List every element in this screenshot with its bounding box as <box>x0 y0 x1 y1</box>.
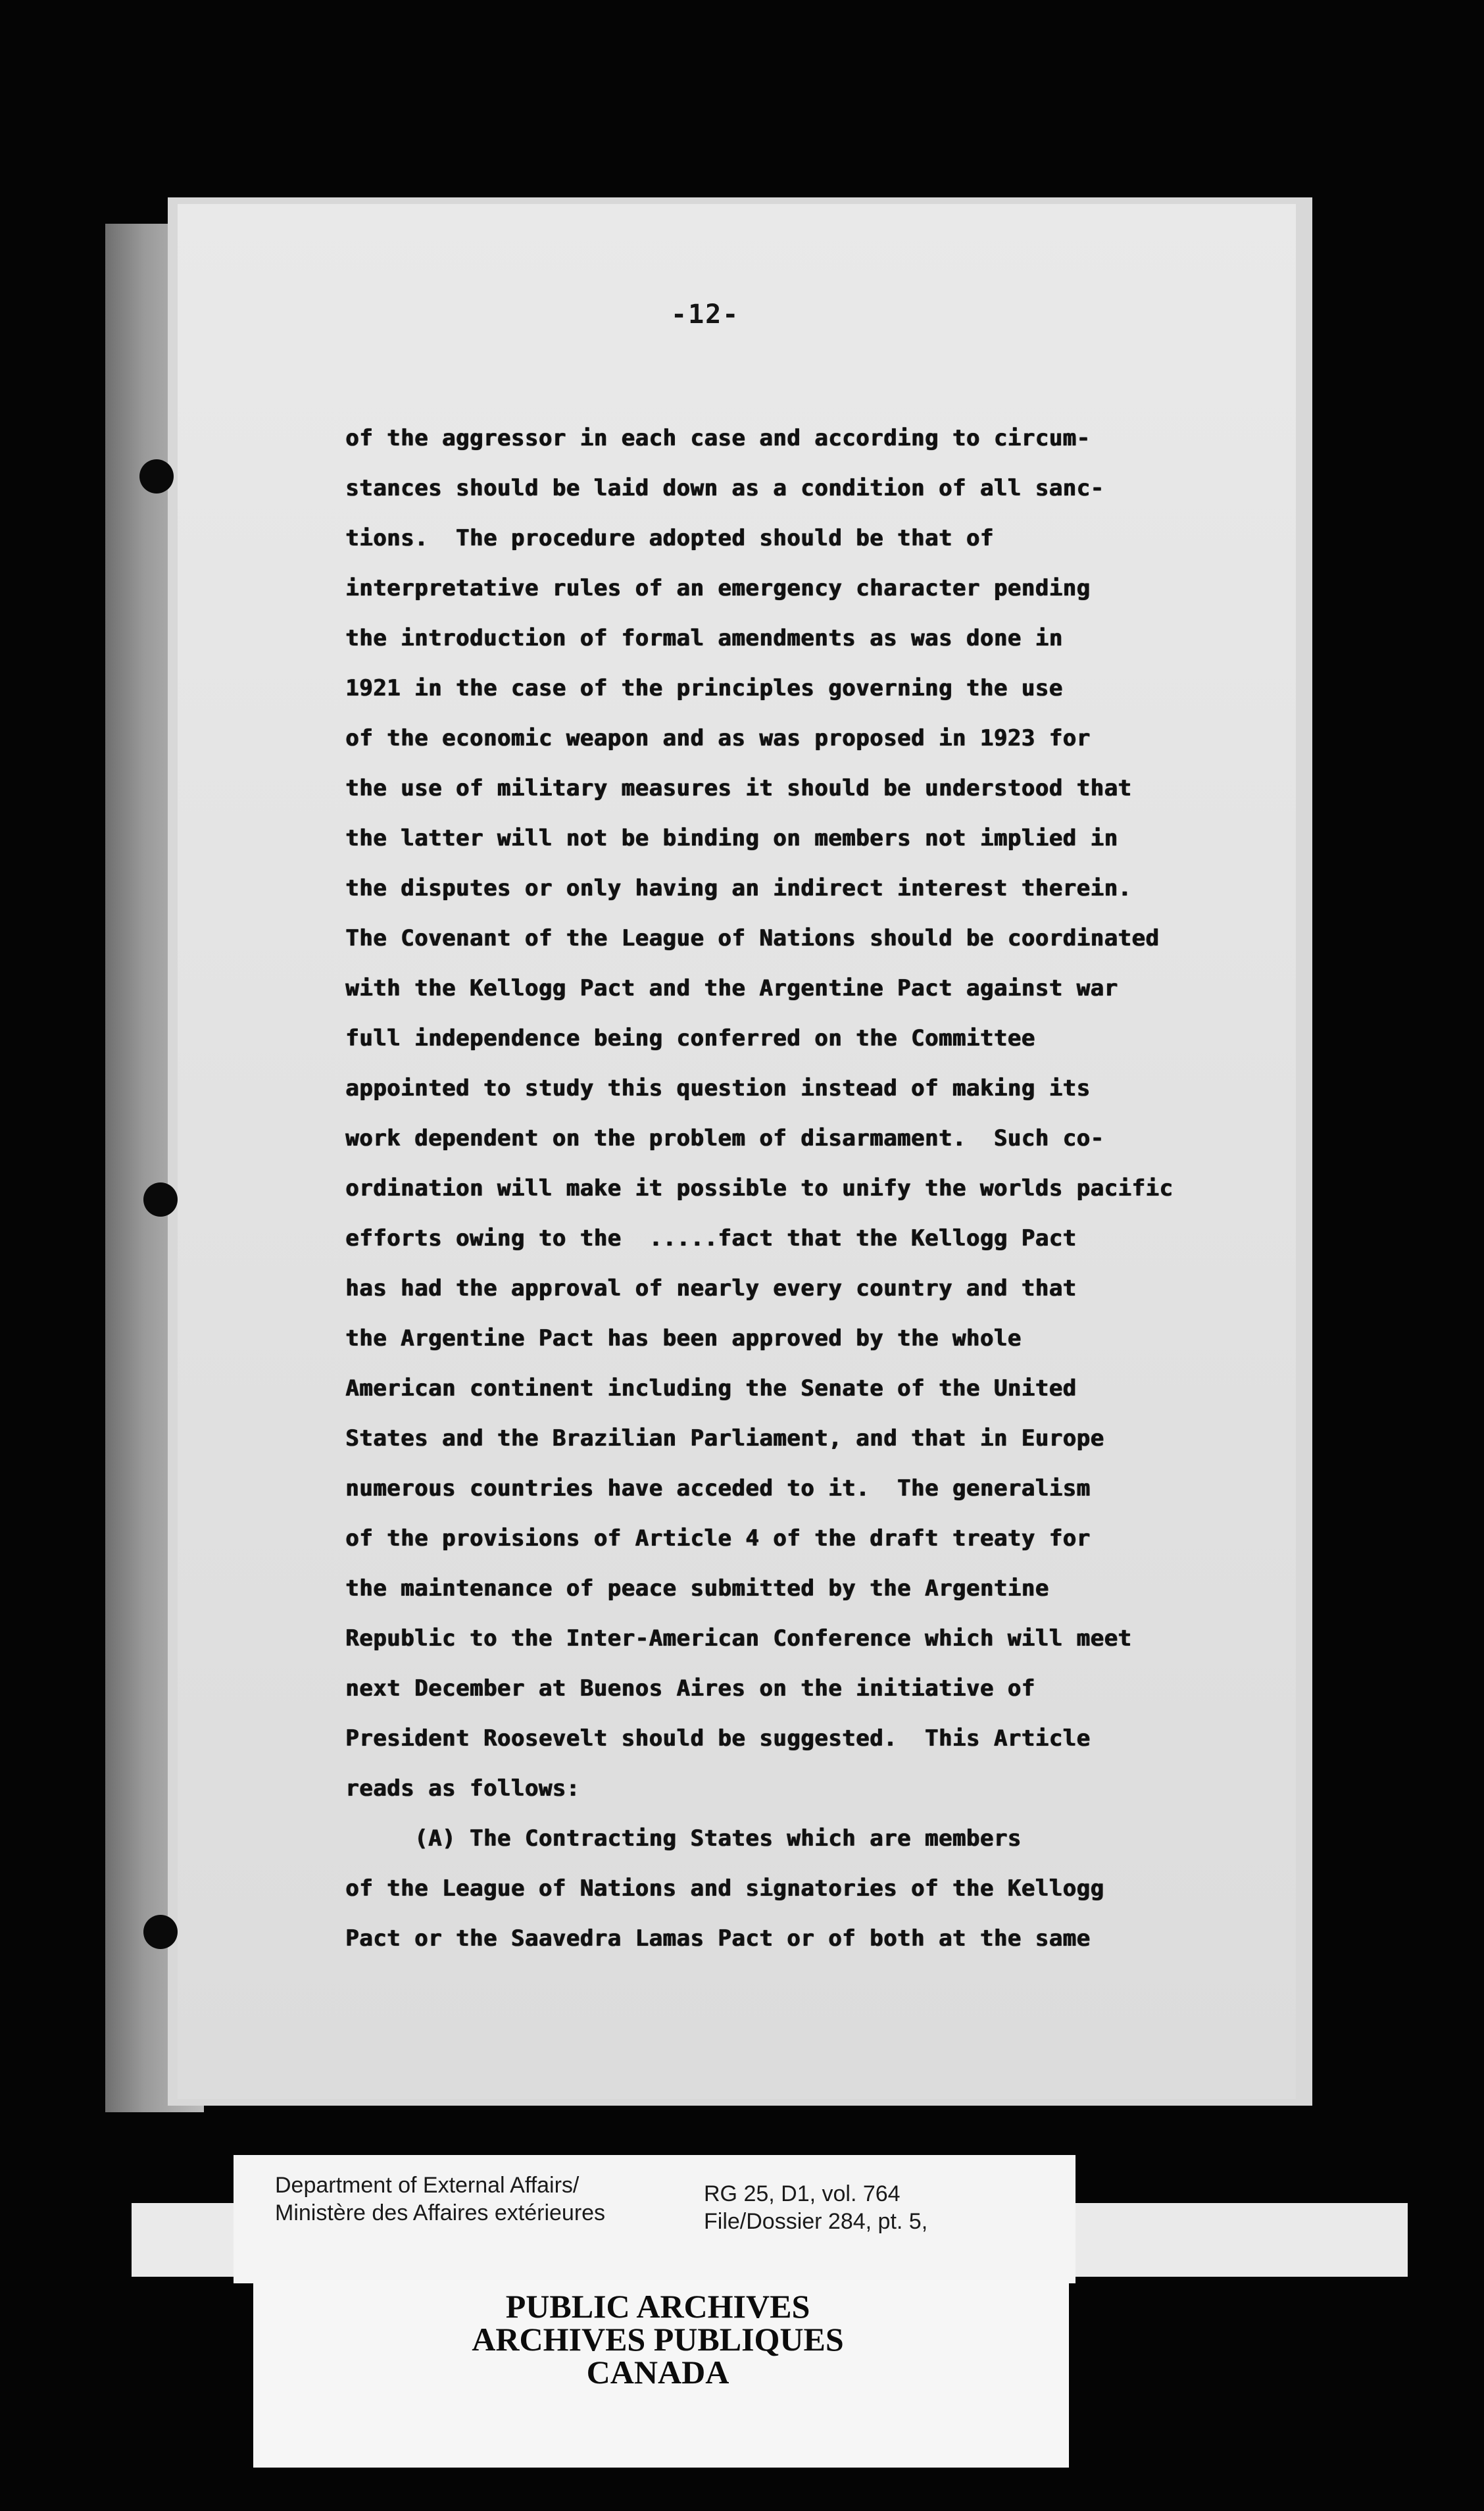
punch-hole-middle <box>143 1182 178 1217</box>
text-line: President Roosevelt should be suggested. This Article <box>345 1725 1091 1752</box>
text-line: of the provisions of Article 4 of the draft treaty for <box>345 1525 1091 1552</box>
text-line: the disputes or only having an indirect interest therein. <box>345 875 1132 901</box>
punch-hole-top <box>139 459 174 494</box>
page-number: -12- <box>671 299 740 330</box>
archives-english: PUBLIC ARCHIVES <box>505 2288 810 2325</box>
archives-french: ARCHIVES PUBLIQUES <box>472 2321 844 2358</box>
text-line: has had the approval of nearly every country and that <box>345 1275 1077 1302</box>
text-line: interpretative rules of an emergency character pending <box>345 575 1091 601</box>
text-line: numerous countries have acceded to it. The generalism <box>345 1475 1091 1502</box>
text-line: the maintenance of peace submitted by the Argentine <box>345 1575 1049 1602</box>
text-line: Republic to the Inter-American Conference which will meet <box>345 1625 1132 1652</box>
text-line: of the League of Nations and signatories of the Kellogg <box>345 1875 1104 1902</box>
text-line: work dependent on the problem of disarmament. Such co- <box>345 1125 1104 1152</box>
department-french: Ministère des Affaires extérieures <box>275 2200 606 2225</box>
text-line: of the economic weapon and as was proposed in 1923 for <box>345 725 1091 751</box>
text-line: tions. The procedure adopted should be that of <box>345 525 994 551</box>
department-english: Department of External Affairs/ <box>275 2173 580 2198</box>
text-line: efforts owing to the .....fact that the Kellogg Pact <box>345 1225 1077 1252</box>
text-line: 1921 in the case of the principles governing the use <box>345 675 1063 701</box>
text-line: with the Kellogg Pact and the Argentine Pact against war <box>345 975 1118 1002</box>
archives-country: CANADA <box>586 2354 730 2391</box>
text-line: American continent including the Senate of the United <box>345 1375 1077 1402</box>
text-line: States and the Brazilian Parliament, and that in Europe <box>345 1425 1104 1452</box>
text-line: appointed to study this question instead of making its <box>345 1075 1091 1102</box>
text-line: Pact or the Saavedra Lamas Pact or of both at the same <box>345 1925 1091 1952</box>
document-body <box>345 413 1266 1964</box>
file-reference <box>704 2180 928 2235</box>
text-line: stances should be laid down as a condition of all sanc- <box>345 475 1104 501</box>
public-archives-stamp <box>408 2290 908 2389</box>
record-group-reference: RG 25, D1, vol. 764 <box>704 2181 901 2206</box>
text-line: reads as follows: <box>345 1775 580 1802</box>
text-line: the use of military measures it should be understood that <box>345 775 1132 801</box>
punch-hole-bottom <box>143 1915 178 1949</box>
text-line: (A) The Contracting States which are members <box>345 1825 1022 1852</box>
department-credit <box>275 2171 605 2227</box>
text-line: the latter will not be binding on members not implied in <box>345 825 1118 851</box>
text-line: The Covenant of the League of Nations should be coordinated <box>345 925 1160 951</box>
text-line: full independence being conferred on the Committee <box>345 1025 1035 1052</box>
text-line: the Argentine Pact has been approved by the whole <box>345 1325 1022 1352</box>
text-line: the introduction of formal amendments as was done in <box>345 625 1063 651</box>
text-line: next December at Buenos Aires on the initiative of <box>345 1675 1035 1702</box>
text-line: of the aggressor in each case and according to circum- <box>345 425 1091 451</box>
file-dossier-reference: File/Dossier 284, pt. 5, <box>704 2209 928 2234</box>
text-line: ordination will make it possible to unify the worlds pacific <box>345 1175 1174 1202</box>
